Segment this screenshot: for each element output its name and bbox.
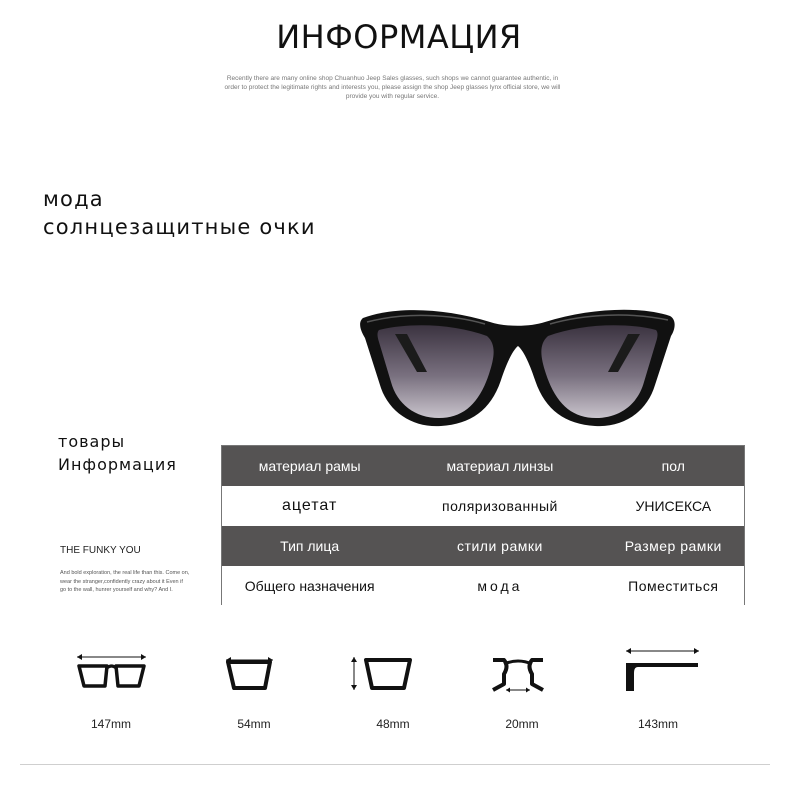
spec-header-gender: пол: [661, 458, 685, 474]
product-heading-line2: солнцезащитные очки: [43, 215, 316, 239]
page-title: ИНФОРМАЦИЯ: [276, 18, 522, 56]
spec-header-frame-material: материал рамы: [258, 458, 361, 474]
frame-width-icon: [74, 652, 149, 692]
spec-value-frame-material: ацетат: [282, 497, 338, 514]
temple-length-label: 143mm: [637, 717, 678, 731]
lens-height-icon: [346, 652, 416, 694]
bridge-width-label: 20mm: [505, 717, 539, 731]
spec-header-frame-style: стили рамки: [457, 538, 543, 554]
brand-tagline: And bold exploration, the real life than this. Come on, wear the stranger,confidently crazy about it Even if go to the wall, hunrer yourself and why? And I.: [60, 570, 190, 593]
temple-length-icon: [620, 645, 702, 695]
lens-height-label: 48mm: [376, 717, 410, 731]
spec-value-frame-size: Поместиться: [628, 578, 719, 594]
spec-header-frame-size: Размер рамки: [624, 538, 722, 554]
spec-value-gender: УНИСЕКСА: [635, 498, 712, 514]
authenticity-notice: Recently there are many online shop Chuanhuo Jeep Sales glasses, such shops we cannot guarantee authentic, in order to protect the legitimate rights and interests you, please assign the shop Jeep glasses lynx official store, we will provide you with regular service.: [224, 75, 561, 100]
brand-name: THE FUNKY YOU: [60, 545, 141, 556]
spec-value-frame-style: мода: [477, 578, 523, 594]
side-label-information: Информация: [58, 455, 177, 474]
spec-value-row: [222, 566, 744, 606]
bridge-width-icon: [490, 652, 546, 694]
spec-table: [221, 445, 745, 605]
spec-header-face-type: Тип лица: [280, 538, 340, 554]
product-heading-line1: мода: [43, 187, 104, 211]
sunglasses-image: [355, 300, 680, 440]
spec-header-row: [222, 526, 744, 566]
side-label-goods: товары: [58, 432, 126, 451]
bottom-divider: [20, 764, 770, 765]
spec-header-lens-material: материал линзы: [446, 458, 554, 474]
spec-value-face-type: Общего назначения: [244, 578, 375, 594]
spec-value-row: [222, 486, 744, 526]
spec-header-row: [222, 446, 744, 486]
frame-width-label: 147mm: [90, 717, 131, 731]
lens-width-icon: [222, 652, 277, 694]
lens-width-label: 54mm: [237, 717, 271, 731]
spec-value-lens-material: поляризованный: [441, 498, 558, 514]
